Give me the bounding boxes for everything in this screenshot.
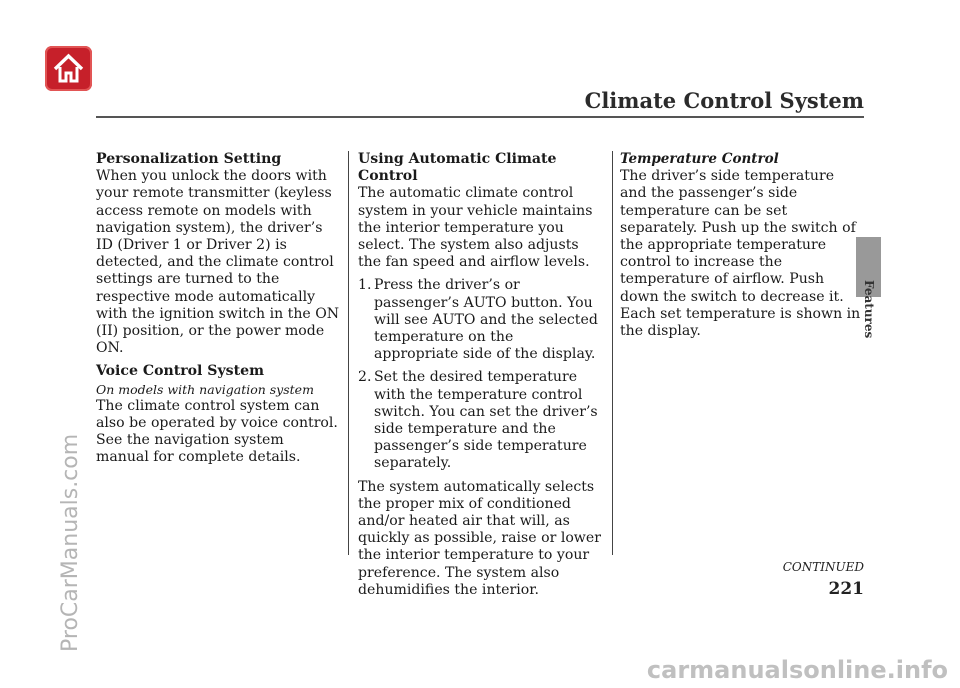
step-text: Set the desired temperature with the temperature control switch. You can set the driver’s side temperature and the passenger’s side temperature separately. — [374, 369, 598, 472]
paragraph: The automatic climate control system in your vehicle maintains the interior temperature you select. The system also adjusts the fan speed and airflow levels. — [358, 185, 593, 271]
side-tab-label: Features — [862, 280, 876, 339]
step-number: 2. — [358, 369, 372, 386]
list-item — [358, 369, 602, 472]
list-item — [358, 277, 602, 363]
paragraph: The system automatically selects the proper mix of conditioned and/or heated air that will, as quickly as possible, raise or lower the interior temperature to your preference. The system also dehumidifies the interior. — [358, 478, 601, 598]
section-heading: Voice Control System — [96, 363, 265, 380]
column-divider — [348, 151, 349, 555]
page-number: 221 — [828, 579, 864, 599]
column-temperature-control — [620, 151, 864, 340]
section-subheading: On models with navigation system — [96, 381, 314, 397]
continued-label: CONTINUED — [782, 560, 864, 574]
page-title: Climate Control System — [584, 88, 864, 113]
column-automatic-climate — [358, 151, 602, 599]
section-heading: Using Automatic Climate Control — [358, 151, 557, 185]
paragraph: The driver’s side temperature and the passenger’s side temperature can be set separately. Push up the switch of the appropriate temperature control to increase the temperature of airflow. Push down the switch to decrease it. Each set temperature is shown in the display. — [620, 168, 861, 340]
header-rule — [96, 116, 864, 118]
watermark-left: ProCarManuals.com — [58, 433, 83, 652]
home-icon — [51, 51, 86, 86]
column-divider — [612, 151, 613, 555]
home-button[interactable] — [45, 46, 92, 91]
watermark-bottom: carmanualsonline.info — [646, 656, 948, 684]
section-heading: Temperature Control — [620, 151, 779, 167]
column-personalization — [96, 151, 340, 467]
section-heading: Personalization Setting — [96, 151, 282, 167]
paragraph: When you unlock the doors with your remote transmitter (keyless access remote on models with navigation system), the driver’s ID (Driver 1 or Driver 2) is detected, and the climate control settings are turned to the respective mode automatically with the ignition switch in the ON (II) position, or the power mode ON. — [96, 168, 340, 357]
paragraph: The climate control system can also be operated by voice control. See the navigation system manual for complete details. — [96, 397, 338, 466]
step-number: 1. — [358, 277, 372, 294]
step-text: Press the driver’s or passenger’s AUTO button. You will see AUTO and the selected temperature on the appropriate side of the display. — [374, 277, 598, 363]
